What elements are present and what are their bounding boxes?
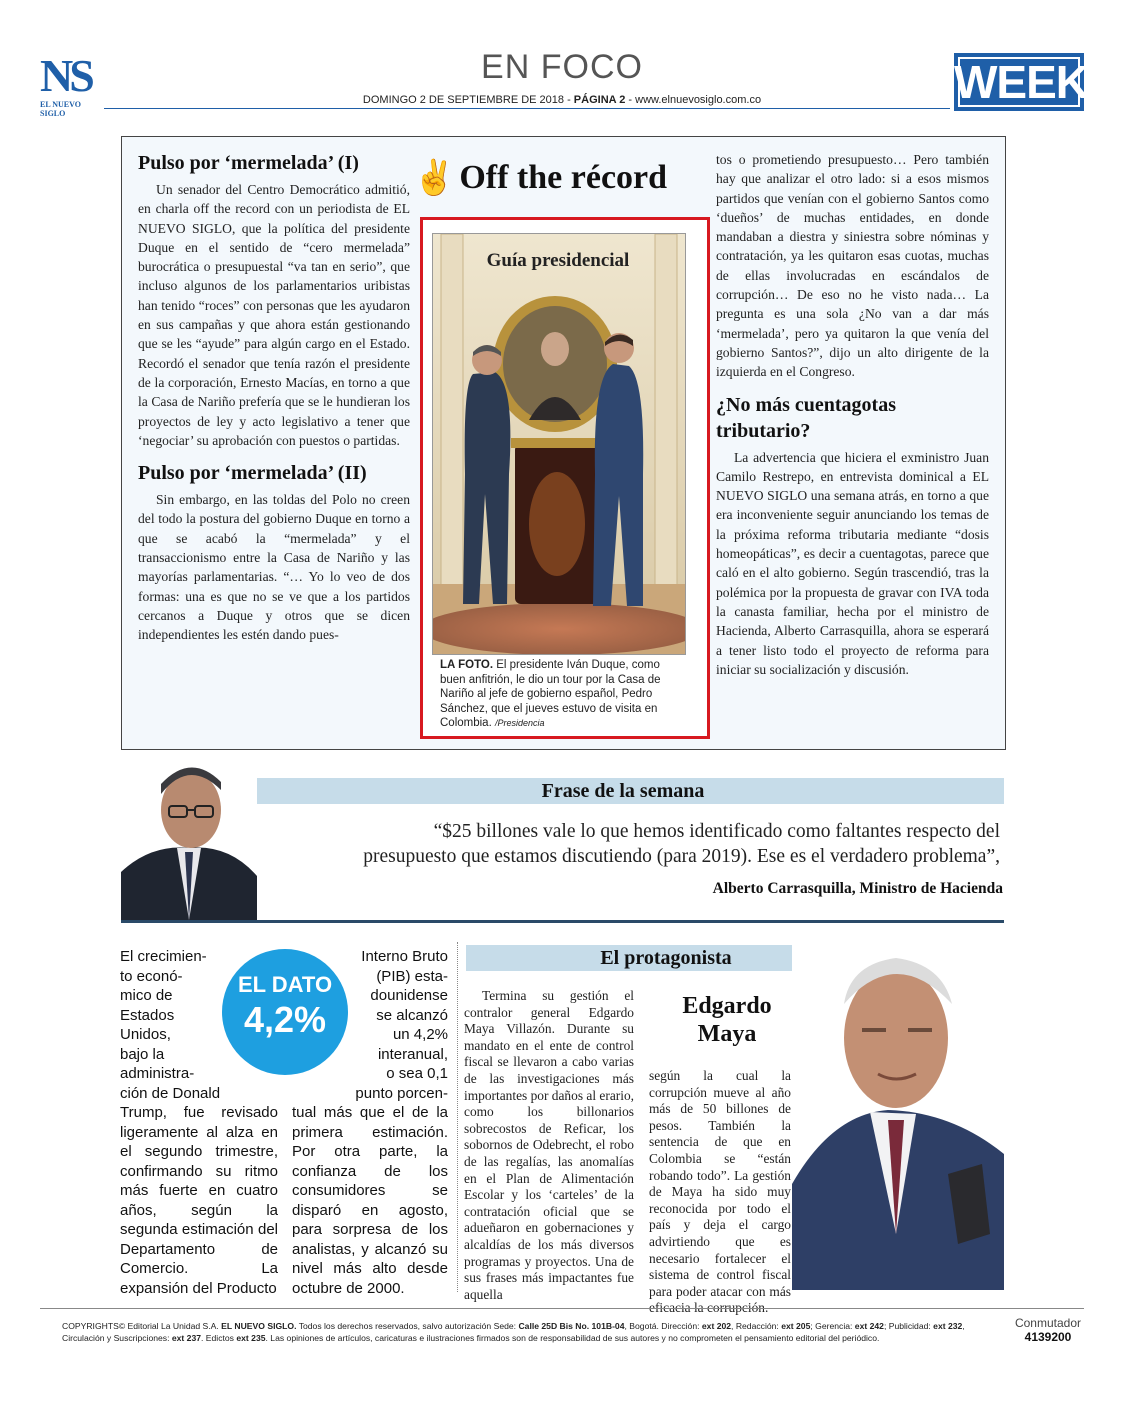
paragraph: tos o prometiendo presupuesto… Pero también hay que analizar el otro lado: si a esos mismos partidos que venían con el gobierno Santos como ‘dueños’ de muchas entidades, en donde mandaban a diestra y siniestra sobre nóminas y contratación, ya les quitaron esas cuotas, muchas de ellas involucradas en escándalos de corrupción… De eso no he visto nada… La pregunta es una sola ¿No van a dar más ‘mermelada’, pero ya quitaron la que venía del gobierno Santos?”, dijo un alto dirigente de la izquierda en el Congreso. <box>716 152 989 380</box>
article-continuation <box>716 150 989 382</box>
footer-seg: , Redacción: <box>731 1321 782 1331</box>
logo-subtitle: EL NUEVO SIGLO <box>40 100 81 118</box>
frase-title: Frase de la semana <box>541 780 705 802</box>
frase-bottom-rule <box>121 920 1004 923</box>
week-logo-text: WEEK <box>954 56 1088 108</box>
footer-ext: ext 237 <box>171 1333 202 1343</box>
photo-caption <box>440 658 686 731</box>
text-line: to econó- <box>120 967 183 985</box>
text-line: un 4,2% <box>392 1026 448 1043</box>
portrait-illustration <box>121 752 257 920</box>
dato-right-lines <box>340 947 448 1103</box>
footer-ext: ext 232 <box>933 1321 963 1331</box>
frase-quote <box>250 819 1000 869</box>
paragraph: Un senador del Centro Democrático admitió, en charla off the record con un periodista de EL NUEVO SIGLO, que la política del presidente Duque en el sentido de “cero mermelada” burocrática o presupuestal “va tan en serio”, que incluso algunos de los parlamentarios uribistas han tenido “roces” con personas que les ayudaron en sus campañas y que ahora están gestionando que se les “ayude” para algún cargo en el Estado. Recordó el senador que tenía razón el presidente de la corporación, Ernesto Macías, en torno a que la Casa de Nariño prefería que se le hundieran los proyectos de ley y acto legislativo a tener que ‘negociar’ su aprobación con puestos o partidas. <box>138 182 410 448</box>
dato-value: 4,2% <box>243 999 327 1040</box>
logo-mark: NS <box>40 50 91 101</box>
article-body-pulso-2 <box>138 490 410 644</box>
footer-copyright <box>62 1320 982 1344</box>
footer-seg: . Edictos <box>201 1333 237 1343</box>
text-line: (PIB) esta- <box>376 967 448 985</box>
footer-ext: ext 205 <box>781 1321 811 1331</box>
footer-seg: COPYRIGHTS© Editorial La Unidad S.A. <box>62 1321 222 1331</box>
protagonista-body-2: según la cual la corrupción mueve al año más de 50 billones de pesos. También la sentencia de que en Colombia se “están robando todo”. La gestión de Maya ha sido muy reconocida por todo el país y deja el cargo advirtiendo que es necesario fortalecer el sistema de control fiscal para poder atacar con más eficacia la corrupción. <box>649 1068 791 1316</box>
name-line: Edgardo <box>682 993 772 1019</box>
victory-hand-icon: ✌ <box>413 160 456 197</box>
caption-text: El presidente Iván Duque, como buen anfitrión, le dio un tour por la Casa de Nariño al jefe de gobierno español, Pedro Sánchez, que el jueves estuvo de visita en Colombia. <box>440 659 661 730</box>
conmutador <box>998 1316 1098 1344</box>
column-divider <box>457 942 458 1292</box>
article-body-cuentagotas <box>716 448 989 680</box>
site-url: - www.elnuevosiglo.com.co <box>625 94 762 106</box>
photo-duque-sanchez <box>432 233 686 655</box>
offrecord-column-left <box>138 150 410 645</box>
text-line: se alcanzó <box>376 1006 448 1024</box>
header-rule <box>104 108 950 109</box>
section-title: EN FOCO <box>481 48 643 86</box>
dato-badge <box>222 949 348 1075</box>
footer-brand: EL NUEVO SIGLO. <box>221 1321 297 1331</box>
paragraph: Sin embargo, en las toldas del Polo no creen del todo la postura del gobierno Duque en torno a que se acabó la “mermelada” y el transaccionismo entre la Casa de Nariño y las mayorías parlamentarias. “… Yo lo veo de dos formas: una es que no se ve que a los partidos cercanos a Duque y otros que se dicen independientes les estén dando pues- <box>138 492 410 643</box>
text-line: Unidos, <box>120 1026 171 1043</box>
photo-illustration <box>433 234 685 654</box>
footer-rule <box>40 1308 1084 1309</box>
name-line: Maya <box>697 1021 757 1047</box>
frase-author: Alberto Carrasquilla, Ministro de Hacienda <box>712 880 1003 897</box>
week-logo <box>954 53 1088 111</box>
footer-seg: , Bogotá. Dirección: <box>624 1321 702 1331</box>
quote-line: “$25 billones vale lo que hemos identificado como faltantes respecto del <box>433 821 1000 842</box>
date-text: DOMINGO 2 DE SEPTIEMBRE DE 2018 - <box>362 94 574 106</box>
footer-ext: ext 242 <box>854 1321 884 1331</box>
offrecord-column-right <box>716 150 989 679</box>
off-the-record-title <box>413 158 723 206</box>
page-number: PÁGINA 2 <box>573 94 626 106</box>
protagonista-name <box>652 992 802 1048</box>
caption-lead: LA FOTO. <box>440 659 494 671</box>
article-heading-pulso-2: Pulso por ‘mermelada’ (II) <box>138 462 367 485</box>
text-line: o sea 0,1 <box>386 1065 448 1082</box>
footer-seg: , Circulación y Suscripciones: <box>62 1321 965 1343</box>
protagonista-body-1 <box>464 988 634 1303</box>
text-line: administra- <box>120 1065 195 1082</box>
text-line: mico de <box>120 987 173 1004</box>
article-body-pulso-1 <box>138 180 410 450</box>
article-heading-cuentagotas: ¿No más cuentagotas tributario? <box>716 393 896 442</box>
portrait-carrasquilla <box>121 752 257 920</box>
dato-left-lines <box>120 947 228 1103</box>
footer-seg: ; Gerencia: <box>810 1321 855 1331</box>
quote-line: presupuesto que estamos discutiendo (para 2019). Ese es el verdadero problema”, <box>363 846 1000 867</box>
footer-ext: ext 202 <box>701 1321 732 1331</box>
portrait-illustration <box>792 934 1004 1290</box>
protagonista-title: El protagonista <box>600 947 732 969</box>
footer-ext: ext 235 <box>236 1333 266 1343</box>
footer-seg: Todos los derechos reservados, salvo autorización Sede: <box>296 1321 519 1331</box>
text-line: Interno Bruto <box>361 948 448 965</box>
text-line: dounidense <box>370 987 448 1004</box>
footer-seg: ; Publicidad: <box>883 1321 934 1331</box>
text-line: punto porcen- <box>355 1084 448 1102</box>
paragraph: Termina su gestión el contralor general Edgardo Maya Villazón. Durante su mandato en el ente de control fiscal se llevaron a cabo varias de las investigaciones más importantes por daños al erario, como los billonarios sobrecostos de Reficar, los sobornos de Odebrecht, el robo de las regalías, las anomalías en el Plan de Alimentación Escolar y los ‘carteles’ de la contratación oficial que se adueñaron en gobernaciones y alcaldías de los más diversos programas y proyectos. Una de sus frases más impactantes fue aquella <box>464 988 634 1302</box>
paragraph: La advertencia que hiciera el exministro Juan Camilo Restrepo, en entrevista dominical a EL NUEVO SIGLO una semana atrás, en torno a que era inconveniente seguir anunciando los temas de la próxima reforma tributaria mediante “dosis homeopáticas”, es decir a cuentagotas, parece que caló en el alto gobierno. Según trascendió, tras la polémica por la propuesta de gravar con IVA toda la canasta familiar, hecha por el ministro de Hacienda, Alberto Carrasquilla, ahora se esperará a tener listo todo el proyecto de reforma para iniciar su socialización y discusión. <box>716 449 989 677</box>
photo-title: Guía presidencial <box>486 250 630 271</box>
dato-label: EL DATO <box>237 972 333 997</box>
dato-bottom-right: tual más que el de la primera estimación. Por otra parte, la confianza de los consumidores se disparó en agosto, para sorpresa de los analistas, y alcanzó su nivel más alto desde octubre de 2000. <box>292 1104 448 1297</box>
footer-address: Calle 25D Bis No. 101B-04 <box>518 1321 625 1331</box>
week-logo-frame <box>958 57 1080 107</box>
text-line: bajo la <box>120 1045 165 1063</box>
text-line: interanual, <box>377 1045 448 1063</box>
article-heading-pulso-1: Pulso por ‘mermelada’ (I) <box>138 152 359 174</box>
conmutador-number: 4139200 <box>1024 1330 1072 1344</box>
text-line: ción de Donald <box>120 1084 221 1102</box>
photo-credit: /Presidencia <box>494 718 545 729</box>
text-line: Estados <box>120 1006 175 1024</box>
portrait-edgardo-maya <box>792 934 1004 1290</box>
conmutador-label: Conmutador <box>1014 1316 1082 1330</box>
text-line: El crecimien- <box>120 948 207 965</box>
dato-bottom-left: Trump, fue revisado ligeramente al alza en el segundo trimestre, confirmando su ritmo más fuerte en cuatro años, según la segunda estimación del Departamento de Comercio. La expansión del Producto <box>120 1104 278 1297</box>
footer-seg: . Las opiniones de artículos, caricaturas e ilustraciones firmados son de responsabilidad de sus autores y no comprometen el pensamiento editorial del periódico. <box>265 1333 880 1343</box>
off-the-record-heading: Off the récord <box>459 159 668 196</box>
